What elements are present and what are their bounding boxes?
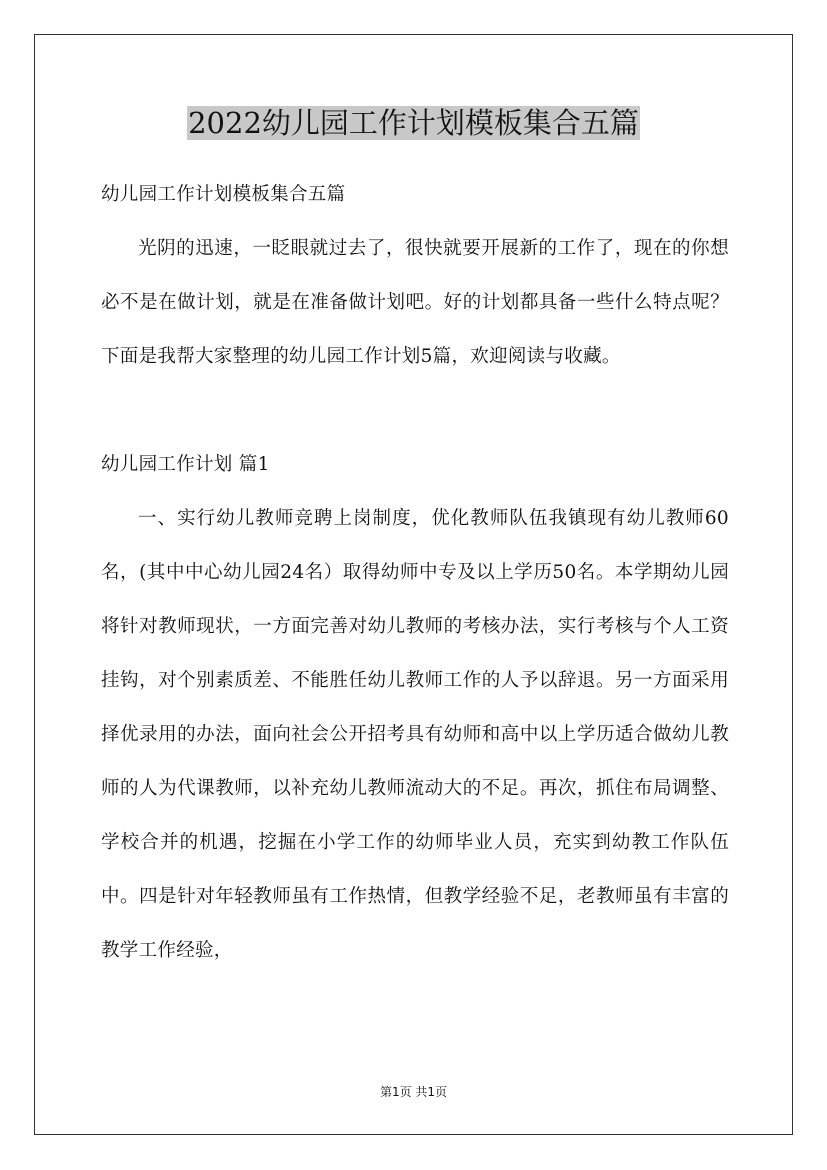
document-title-text: 2022幼儿园工作计划模板集合五篇 [188,106,639,140]
subtitle: 幼儿园工作计划模板集合五篇 [101,184,346,205]
document-body [101,168,729,978]
intro-paragraph: 光阴的迅速，一眨眼就过去了，很快就要开展新的工作了，现在的你想必不是在做计划，就是在准备做计划吧。好的计划都具备一些什么特点呢？下面是我帮大家整理的幼儿园工作计划5篇，欢迎阅读与收藏。 [101,238,729,367]
section-1-heading: 幼儿园工作计划 篇1 [101,454,270,475]
document-title [0,101,827,145]
page-footer: 第1页 共1页 [379,1085,448,1099]
section-1-paragraph: 一、实行幼儿教师竞聘上岗制度，优化教师队伍我镇现有幼儿教师60名，(其中中心幼儿园24名）取得幼师中专及以上学历50名。本学期幼儿园将针对教师现状，一方面完善对幼儿教师的考核办法，实行考核与个人工资挂钩，对个别素质差、不能胜任幼儿教师工作的人予以辞退。另一方面采用择优录用的办法，面向社会公开招考具有幼师和高中以上学历适合做幼儿教师的人为代课教师，以补充幼儿教师流动大的不足。再次，抓住布局调整、学校合并的机遇，挖掘在小学工作的幼师毕业人员，充实到幼教工作队伍中。四是针对年轻教师虽有工作热情，但教学经验不足，老教师虽有丰富的教学工作经验， [101,508,729,961]
